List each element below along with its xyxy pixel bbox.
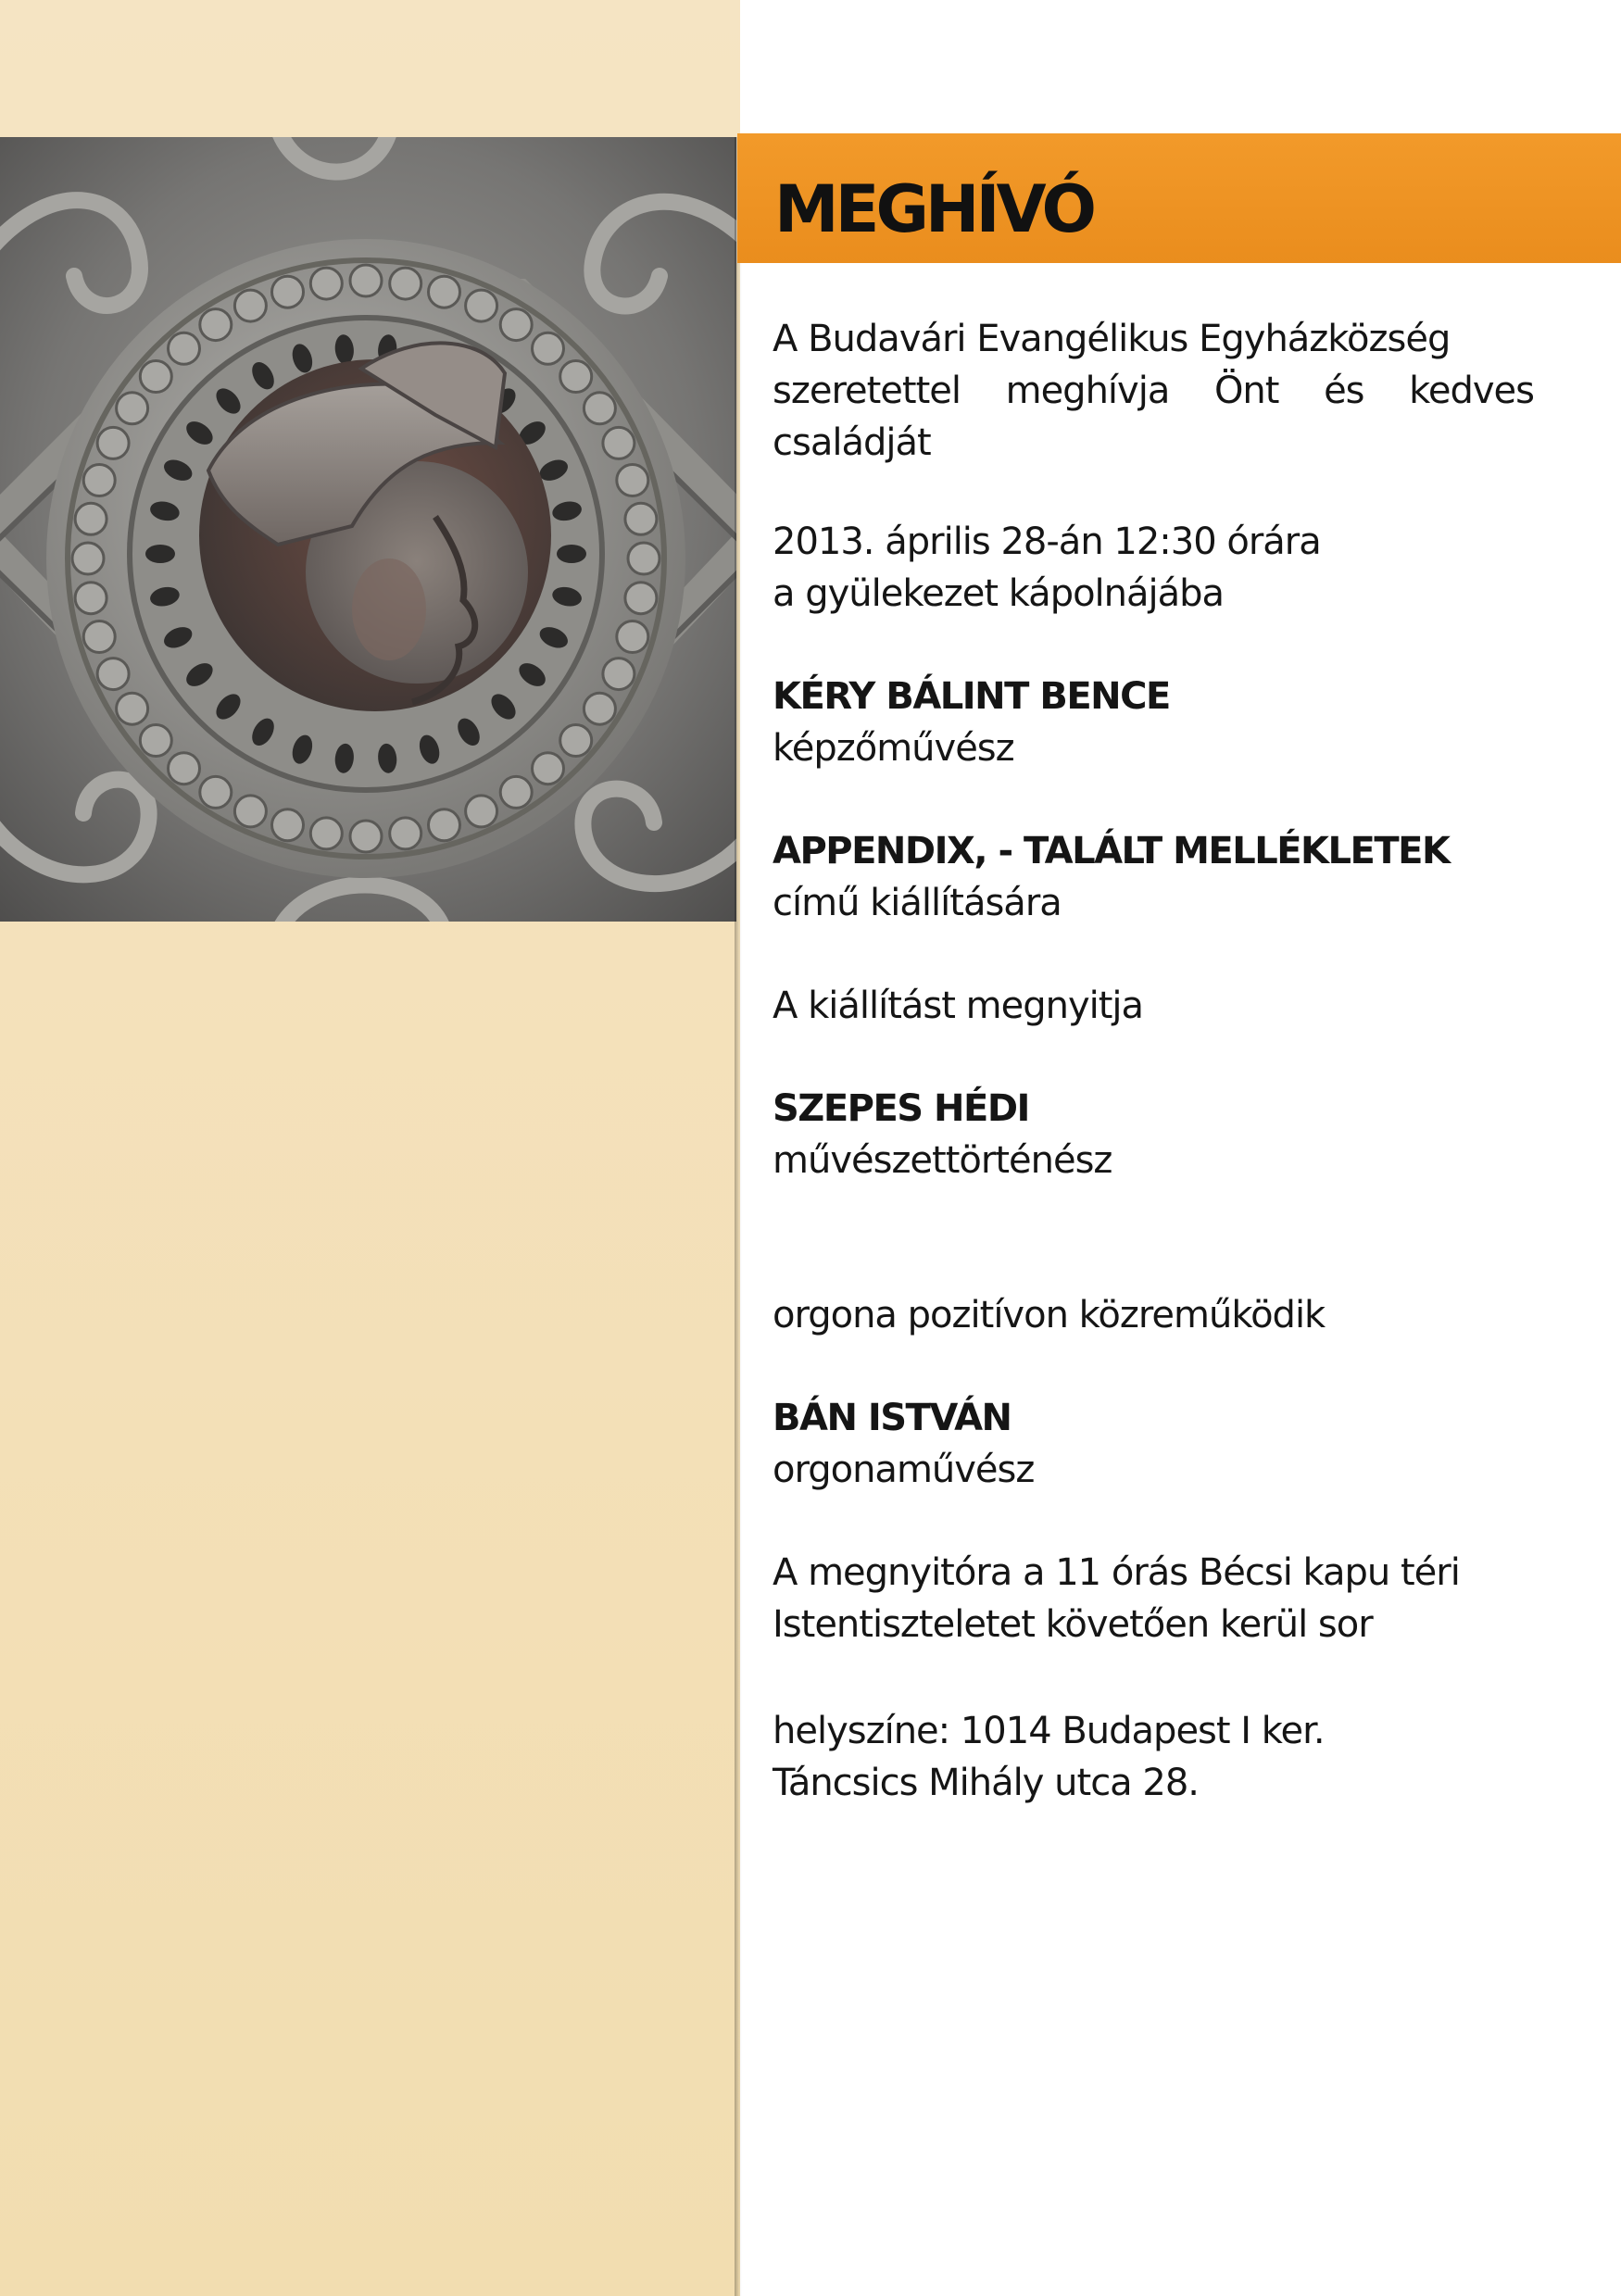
datetime-block <box>773 516 1534 620</box>
bead <box>429 276 460 307</box>
bead <box>500 776 532 808</box>
exhibition-title: APPENDIX, - TALÁLT MELLÉKLETEK <box>773 830 1450 872</box>
organist-role: orgonaművész <box>773 1449 1035 1491</box>
bead <box>466 290 497 321</box>
bead <box>390 818 421 849</box>
intro-word-2: meghívja <box>1005 370 1170 412</box>
hole <box>557 545 586 563</box>
bead <box>560 361 592 393</box>
bead <box>140 361 171 393</box>
bead <box>429 809 460 841</box>
bead <box>466 796 497 827</box>
intro-word-3: Önt <box>1213 370 1279 412</box>
artist-role: képzőművész <box>773 727 1014 770</box>
bead <box>72 543 104 574</box>
intro-line-1: A Budavári Evangélikus Egyházközség <box>773 318 1451 360</box>
note-line-1: A megnyitóra a 11 órás Bécsi kapu téri <box>773 1551 1460 1594</box>
bead <box>140 725 171 757</box>
bead <box>533 332 564 364</box>
bead <box>584 693 615 724</box>
exhibition-subtitle: című kiállítására <box>773 882 1062 924</box>
portrait-cheek <box>352 558 426 660</box>
organist-name: BÁN ISTVÁN <box>773 1397 1012 1439</box>
panel-divider <box>735 137 742 2296</box>
bead <box>603 659 635 690</box>
note-line-2: Istentiszteletet követően kerül sor <box>773 1603 1373 1646</box>
artist-name: KÉRY BÁLINT BENCE <box>773 675 1170 718</box>
bead <box>272 809 304 841</box>
venue-block <box>773 1705 1534 1809</box>
artist-block <box>773 671 1534 774</box>
bead <box>350 821 382 852</box>
organ-text: orgona pozitívon közreműködik <box>773 1294 1326 1336</box>
bead <box>75 503 107 534</box>
opener-name: SZEPES HÉDI <box>773 1087 1029 1130</box>
opener-block <box>773 1083 1534 1186</box>
intro-word-5: kedves <box>1409 370 1534 412</box>
opening-block <box>773 980 1534 1032</box>
intro-line-2 <box>773 365 1534 417</box>
organist-block <box>773 1392 1534 1496</box>
page-title: MEGHÍVÓ <box>774 171 1094 247</box>
bead <box>617 465 648 496</box>
bead <box>234 796 266 827</box>
bead <box>117 393 148 424</box>
bead <box>200 309 232 341</box>
bead <box>390 268 421 299</box>
venue-line-1: helyszíne: 1014 Budapest I ker. <box>773 1710 1325 1752</box>
hole <box>145 545 175 563</box>
bead <box>533 753 564 784</box>
bead <box>169 753 200 784</box>
bead <box>83 621 115 653</box>
intro-word-4: és <box>1324 370 1364 412</box>
bead <box>625 503 657 534</box>
intro-word-1: szeretettel <box>773 370 961 412</box>
bead <box>584 393 615 424</box>
venue-line-2: Táncsics Mihály utca 28. <box>773 1762 1200 1804</box>
bead <box>97 659 129 690</box>
bead <box>117 693 148 724</box>
bead <box>200 776 232 808</box>
bead <box>310 818 342 849</box>
intro-block <box>773 313 1534 469</box>
bead <box>500 309 532 341</box>
bead <box>350 265 382 296</box>
bead <box>603 427 635 458</box>
bead <box>628 543 660 574</box>
bead <box>272 276 304 307</box>
opening-text: A kiállítást megnyitja <box>773 985 1144 1027</box>
bead <box>310 268 342 299</box>
invitation-body <box>773 313 1534 1809</box>
bead <box>97 427 129 458</box>
exhibition-block <box>773 825 1534 929</box>
note-block <box>773 1547 1534 1650</box>
datetime-line-1: 2013. április 28-án 12:30 órára <box>773 521 1321 563</box>
bead <box>234 290 266 321</box>
intro-line-3: családját <box>773 421 931 464</box>
organ-block <box>773 1289 1534 1341</box>
carved-stone-relief-image <box>0 137 736 922</box>
bead <box>75 583 107 614</box>
bead <box>169 332 200 364</box>
bead <box>617 621 648 653</box>
bead <box>83 465 115 496</box>
opener-role: művészettörténész <box>773 1139 1112 1182</box>
bead <box>625 583 657 614</box>
datetime-line-2: a gyülekezet kápolnájába <box>773 572 1225 615</box>
bead <box>560 725 592 757</box>
